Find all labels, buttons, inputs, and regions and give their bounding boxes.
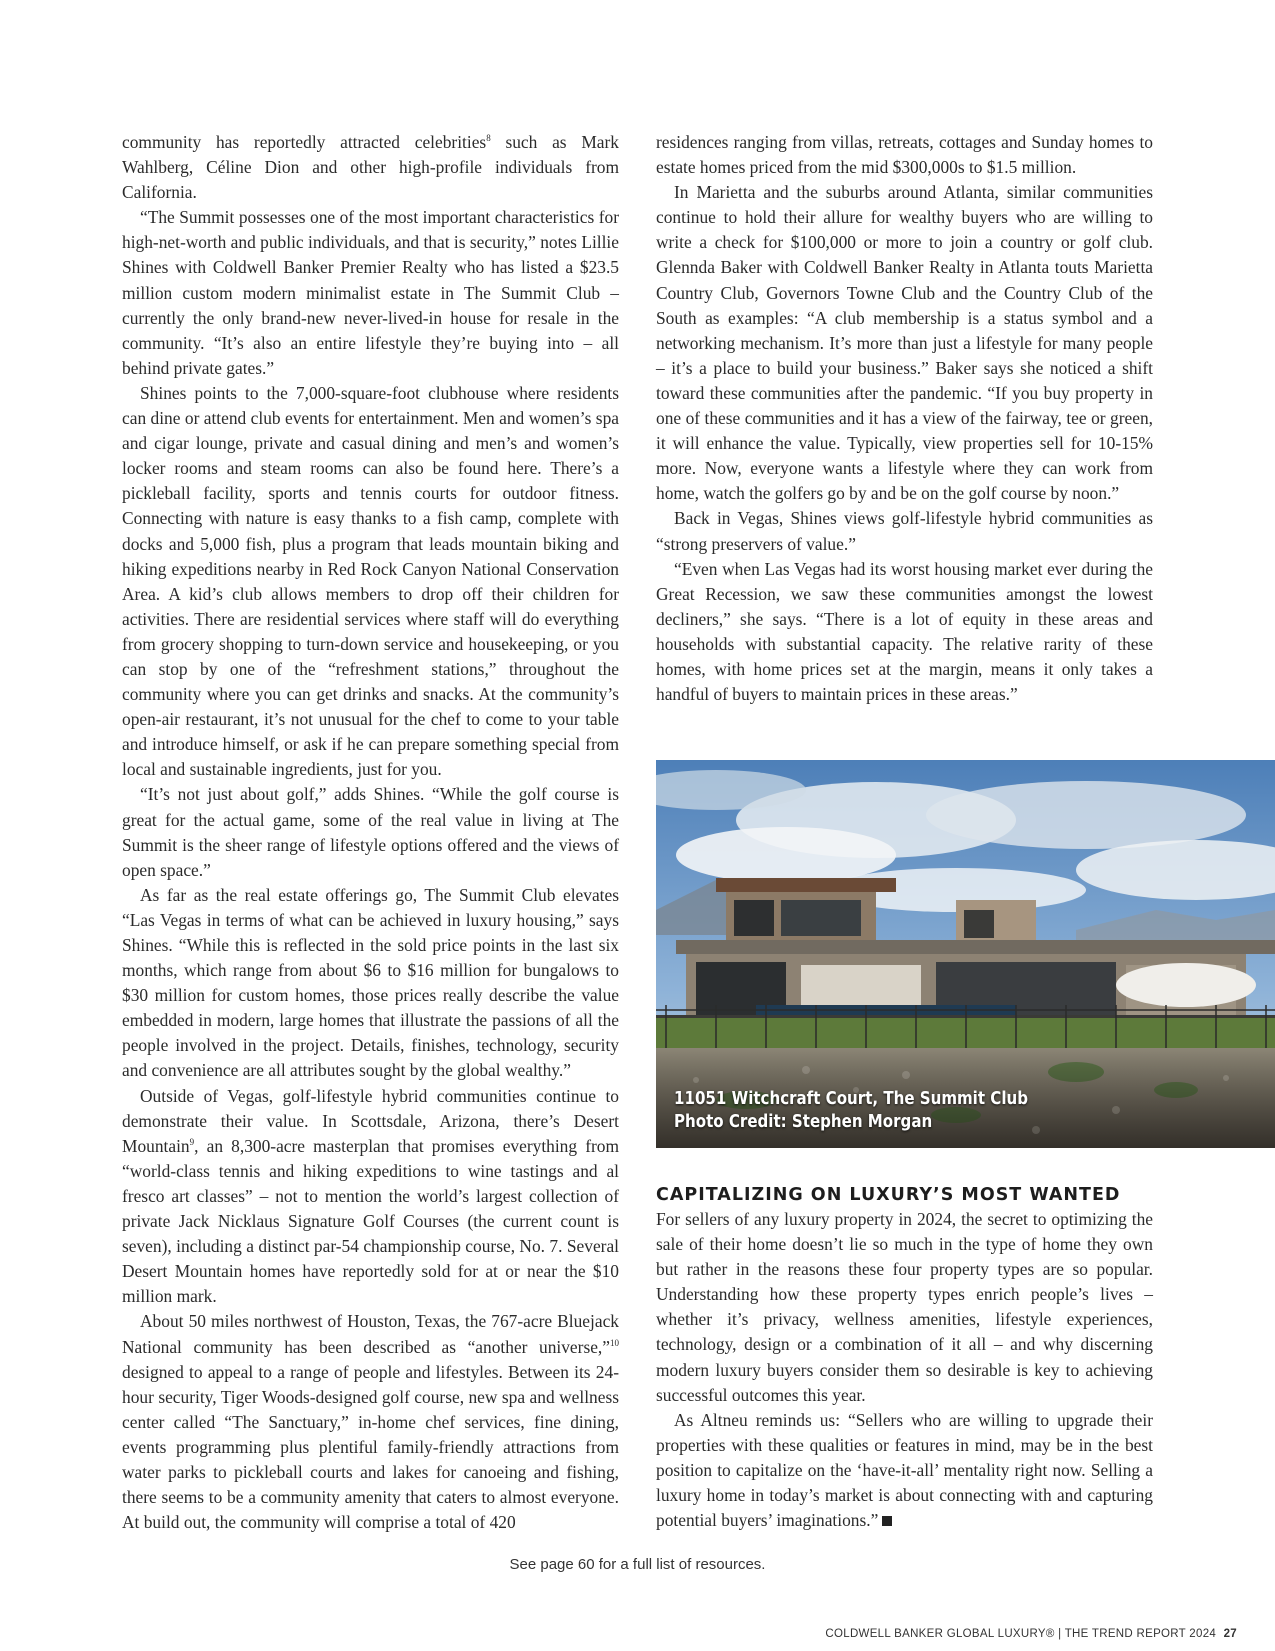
section-heading: CAPITALIZING ON LUXURY’S MOST WANTED — [656, 1185, 1121, 1205]
paragraph: Back in Vegas, Shines views golf-lifestyle hybrid communities as “strong preservers of value.” — [656, 508, 1153, 554]
photo-caption — [674, 1088, 1028, 1134]
house-photo — [656, 760, 1275, 1148]
paragraph: “It’s not just about golf,” adds Shines. “While the golf course is great for the actual game, some of the real value in living at The Summit is the sheer range of lifestyle options offered and the views of open space.” — [122, 784, 619, 880]
left-text-column — [122, 130, 619, 1535]
paragraph: “The Summit possesses one of the most important characteristics for high-net-worth and public individuals, and that is security,” notes Lillie Shines with Coldwell Banker Premier Realty who has listed a $23.5 million custom modern minimalist estate in The Summit Club – currently the only brand-new never-lived-in house for resale in the community. “It’s also an entire lifestyle they’re buying into – all behind private gates.” — [122, 207, 619, 378]
resources-note: See page 60 for a full list of resources. — [509, 1556, 766, 1573]
footnote-ref: 10 — [610, 1337, 619, 1348]
paragraph: About 50 miles northwest of Houston, Texas, the 767-acre Bluejack National community has been described as “another universe,”$^{10}$ designed to appeal to a range of people and lifestyles. Between its 24-hour security, Tiger Woods-designed golf course, new spa and wellness center called “The Sanctuary,” in-home chef services, fine dining, events programming plus plentiful family-friendly attractions from water parks to pickleball courts and lakes for canoeing and fishing, there seems to be a community amenity that caters to almost everyone. At build out, the community will comprise a total of 420 — [122, 1311, 619, 1533]
paragraph: “Even when Las Vegas had its worst housing market ever during the Great Recession, we saw these communities amongst the lowest decliners,” she says. “There is a lot of equity in these areas and households with substantial capacity. The relative rarity of these homes, with home prices set at the margin, means it only takes a handful of buyers to maintain prices in these areas.” — [656, 558, 1153, 705]
paragraph: Outside of Vegas, golf-lifestyle hybrid communities continue to demonstrate their value. In Scottsdale, Arizona, there’s Desert Mountain$^9$, an 8,300-acre masterplan that promises everything from “world-class tennis and hiking expeditions to wine tastings and al fresco art classes” – not to mention the world’s largest collection of private Jack Nicklaus Signature Golf Courses (the current count is seven), including a distinct par-54 championship course, No. 7. Several Desert Mountain homes have reportedly sold for at or near the $10 million mark. — [122, 1085, 619, 1307]
paragraph: Shines points to the 7,000-square-foot clubhouse where residents can dine or attend club events for entertainment. Men and women’s spa and cigar lounge, private and casual dining and men’s and women’s locker rooms and steam rooms can also be found here. There’s a pickleball facility, sports and tennis courts for outdoor fitness. Connecting with nature is easy thanks to a fish camp, complete with docks and 5,000 fish, plus a program that leads mountain biking and hiking expeditions nearby in Red Rock Canyon National Conservation Area. A kid’s club allows members to drop off their children for activities. There are residential services where staff will do everything from grocery shopping to turn-down service and housekeeping, or you can stop by one of the “refreshment stations,” throughout the community where you can get drinks and snacks. At the community’s open-air restaurant, it’s not unusual for the chef to come to your table and introduce himself, or ask if he can prepare something special from local and sustainable ingredients, just for you. — [122, 382, 619, 780]
paragraph: In Marietta and the suburbs around Atlanta, similar communities continue to hold their allure for wealthy buyers who are willing to write a check for $100,000 or more to join a country or golf club. Glennda Baker with Coldwell Banker Realty in Atlanta touts Marietta Country Club, Governors Towne Club and the Country Club of the South as examples: “A club membership is a status symbol and a networking mechanism. It’s more than just a lifestyle for many people – it’s a place to build your business.” Baker says she noticed a shift toward these communities after the pandemic. “If you buy property in one of these communities and it has a view of the fairway, tee or green, it will enhance the value. Typically, view properties sell for 10-15% more. Now, everyone wants a lifestyle where they can work from home, watch the golfers go by and be on the golf course by noon.” — [656, 182, 1153, 504]
page-footer — [825, 1628, 1237, 1640]
page-number: 27 — [1223, 1628, 1237, 1640]
paragraph: As Altneu reminds us: “Sellers who are willing to upgrade their properties with these qualities or features in mind, may be in the best position to capitalize on the ‘have-it-all’ mentality right now. Selling a luxury home in today’s market is about connecting with and capturing potential buyers’ imaginations.” — [656, 1409, 1153, 1531]
footer-publication: COLDWELL BANKER GLOBAL LUXURY® | THE TREND REPORT 2024 — [825, 1628, 1217, 1640]
paragraph: residences ranging from villas, retreats, cottages and Sunday homes to estate homes priced from the mid $300,000s to $1.5 million. — [656, 132, 1153, 178]
paragraph: community has reportedly attracted celebrities$^8$ such as Mark Wahlberg, Céline Dion and other high-profile individuals from California. — [122, 132, 619, 203]
caption-address: 11051 Witchcraft Court, The Summit Club — [674, 1089, 1028, 1109]
right-text-column — [656, 130, 1153, 707]
section-body — [656, 1207, 1153, 1533]
footnote-ref: 9 — [189, 1136, 195, 1147]
footnote-ref: 8 — [486, 133, 491, 144]
end-of-article-mark — [882, 1516, 892, 1526]
paragraph: For sellers of any luxury property in 2024, the secret to optimizing the sale of their home doesn’t lie so much in the type of home they own but rather in the reasons these four property types are so popular. Understanding how these property types enrich people’s lives – whether it’s privacy, wellness amenities, lifestyle experiences, technology, design or a combination of it all – and why discerning modern luxury buyers consider them so desirable is key to achieving successful outcomes this year. — [656, 1209, 1153, 1405]
paragraph: As far as the real estate offerings go, The Summit Club elevates “Las Vegas in terms of what can be achieved in luxury housing,” says Shines. “While this is reflected in the sold price points in the last six months, which range from about $6 to $16 million for bungalows to $30 million for custom homes, those prices really describe the value embedded in modern, large homes that illustrate the passions of all the people involved in the project. Details, finishes, technology, security and convenience are all attributes sought by the global wealthy.” — [122, 884, 619, 1081]
caption-credit: Photo Credit: Stephen Morgan — [674, 1112, 933, 1132]
